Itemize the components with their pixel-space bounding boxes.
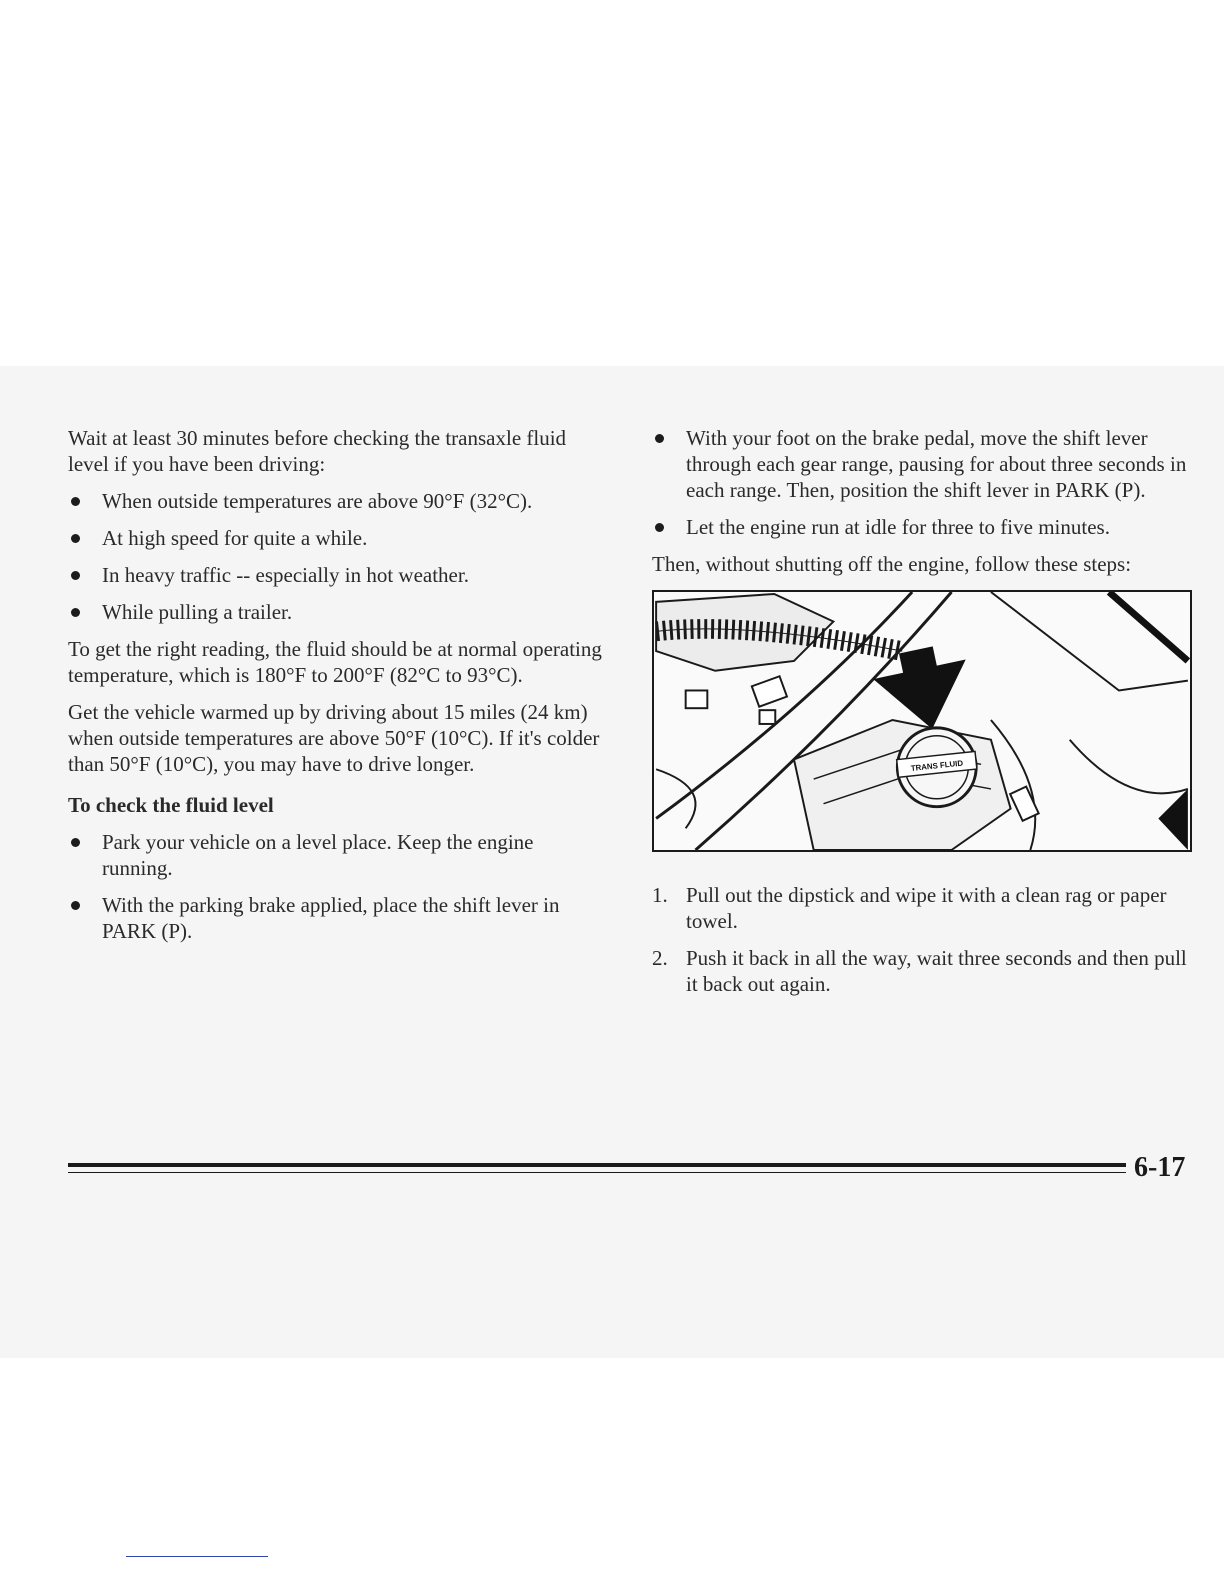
list-item: While pulling a trailer. xyxy=(68,599,608,625)
list-item: With the parking brake applied, place the shift lever in PARK (P). xyxy=(68,892,608,944)
right-column xyxy=(652,425,1197,1008)
list-item: With your foot on the brake pedal, move the shift lever through each gear range, pausing for about three seconds in each range. Then, position the shift lever in PARK (P). xyxy=(652,425,1197,503)
figure-cap-label: TRANS FLUID xyxy=(910,758,964,773)
list-item: In heavy traffic -- especially in hot weather. xyxy=(68,562,608,588)
check-steps-list xyxy=(68,829,608,944)
left-column xyxy=(68,425,608,955)
transaxle-dipstick-illustration xyxy=(652,590,1192,852)
prep-list xyxy=(652,425,1197,540)
step-text: Pull out the dipstick and wipe it with a clean rag or paper towel. xyxy=(686,883,1167,933)
list-item: Park your vehicle on a level place. Keep the engine running. xyxy=(68,829,608,881)
footer-rule xyxy=(68,1163,1126,1167)
step-number: 2. xyxy=(652,946,668,970)
page-number: 6-17 xyxy=(1134,1152,1186,1183)
list-item xyxy=(652,882,1197,934)
warmup-paragraph: Get the vehicle warmed up by driving about 15 miles (24 km) when outside temperatures are above 50°F (10°C). If it's colder than 50°F (10°C), you may have to drive longer. xyxy=(68,700,600,776)
intro-paragraph: Wait at least 30 minutes before checking the transaxle fluid level if you have been driving: xyxy=(68,426,567,476)
dipstick-steps-list xyxy=(652,882,1197,997)
conditions-list xyxy=(68,488,608,625)
list-item xyxy=(652,945,1197,997)
list-item: Let the engine run at idle for three to five minutes. xyxy=(652,514,1197,540)
section-heading: To check the fluid level xyxy=(68,793,274,817)
footer-rule-thin xyxy=(68,1172,1126,1173)
bottom-divider xyxy=(126,1556,268,1557)
list-item: When outside temperatures are above 90°F (32°C). xyxy=(68,488,608,514)
reading-paragraph: To get the right reading, the fluid should be at normal operating temperature, which is 180°F to 200°F (82°C to 93°C). xyxy=(68,637,602,687)
then-paragraph: Then, without shutting off the engine, follow these steps: xyxy=(652,552,1132,576)
list-item: At high speed for quite a while. xyxy=(68,525,608,551)
step-number: 1. xyxy=(652,883,668,907)
step-text: Push it back in all the way, wait three seconds and then pull it back out again. xyxy=(686,946,1187,996)
